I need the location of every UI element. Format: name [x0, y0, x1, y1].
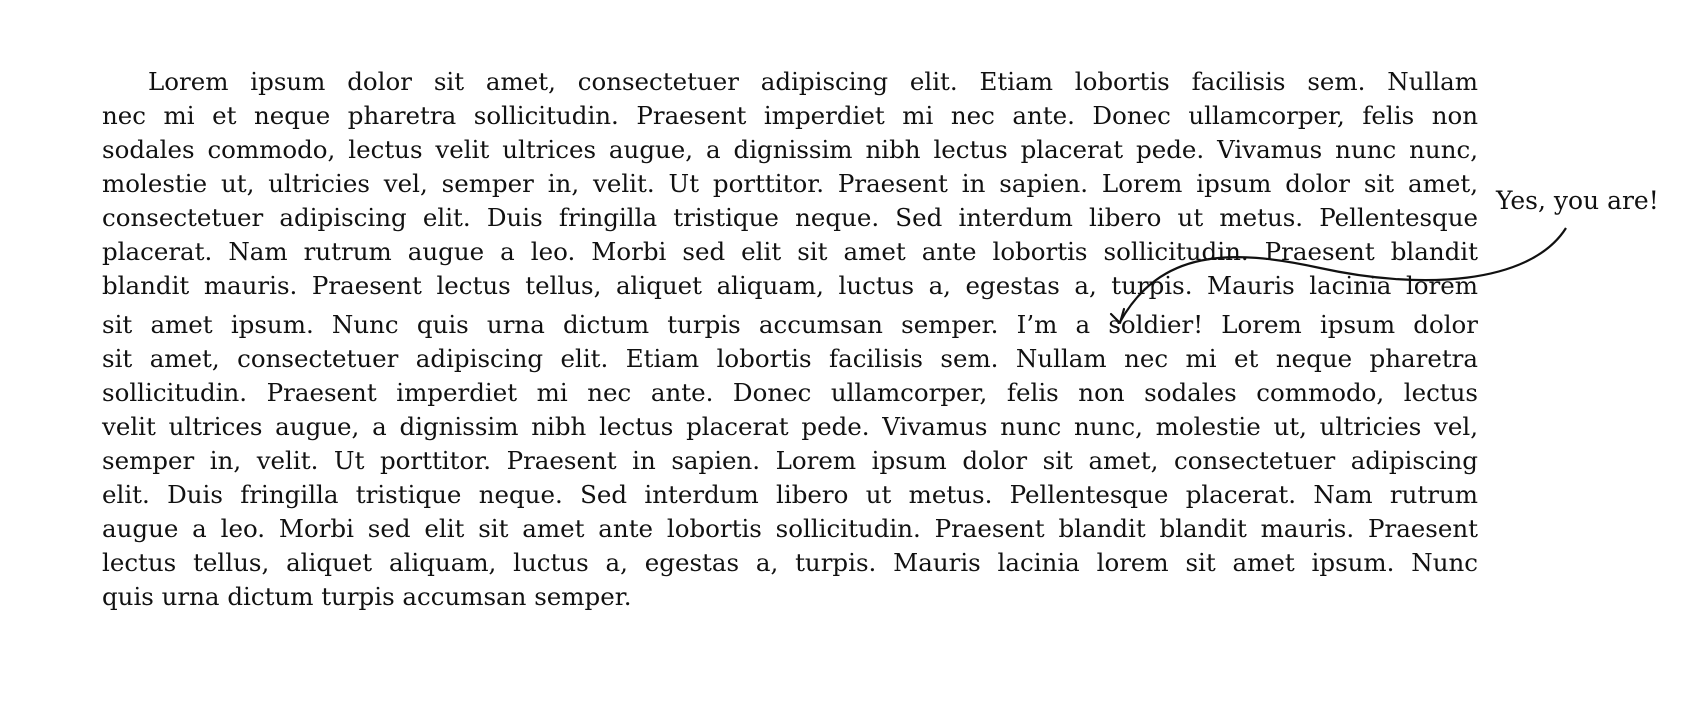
paragraph-line-8: sit amet ipsum. Nunc quis urna dictum turpis accumsan semper. I’m a soldier! Lorem ipsum dolor — [102, 310, 1478, 339]
paragraph-line-15: lectus tellus, aliquet aliquam, luctus a, egestas a, turpis. Mauris lacinia lorem sit amet ipsum. Nunc — [102, 548, 1478, 577]
paragraph-line-5: consectetuer adipiscing elit. Duis fringilla tristique neque. Sed interdum libero ut metus. Pellentesque — [102, 203, 1478, 232]
paragraph-line-10: sollicitudin. Praesent imperdiet mi nec ante. Donec ullamcorper, felis non sodales commodo, lectus — [102, 378, 1478, 407]
paragraph-line-13: elit. Duis fringilla tristique neque. Sed interdum libero ut metus. Pellentesque placerat. Nam rutrum — [102, 480, 1478, 509]
paragraph-line-2: nec mi et neque pharetra sollicitudin. Praesent imperdiet mi nec ante. Donec ullamcorper, felis non — [102, 101, 1478, 130]
paragraph-line-4: molestie ut, ultricies vel, semper in, velit. Ut porttitor. Praesent in sapien. Lorem ipsum dolor sit amet, — [102, 169, 1478, 198]
paragraph-line-11: velit ultrices augue, a dignissim nibh lectus placerat pede. Vivamus nunc nunc, molestie ut, ultricies vel, — [102, 412, 1478, 441]
paragraph-line-14: augue a leo. Morbi sed elit sit amet ante lobortis sollicitudin. Praesent blandit blandit mauris. Praesent — [102, 514, 1478, 543]
paragraph-line-7: blandit mauris. Praesent lectus tellus, aliquet aliquam, luctus a, egestas a, turpis. Mauris lacinia lorem — [102, 271, 1478, 300]
paragraph-line-6: placerat. Nam rutrum augue a leo. Morbi sed elit sit amet ante lobortis sollicitudin. Praesent blandit — [102, 237, 1478, 266]
paragraph-line-12: semper in, velit. Ut porttitor. Praesent in sapien. Lorem ipsum dolor sit amet, consectetuer adipiscing — [102, 446, 1478, 475]
paragraph-line-3: sodales commodo, lectus velit ultrices augue, a dignissim nibh lectus placerat pede. Vivamus nunc nunc, — [102, 135, 1478, 164]
paragraph-line-9: sit amet, consectetuer adipiscing elit. Etiam lobortis facilisis sem. Nullam nec mi et neque pharetra — [102, 344, 1478, 373]
paragraph-line-1: Lorem ipsum dolor sit amet, consectetuer adipiscing elit. Etiam lobortis facilisis sem. Nullam — [148, 67, 1478, 96]
margin-note: Yes, you are! — [1496, 186, 1659, 215]
paragraph-line-16: quis urna dictum turpis accumsan semper. — [102, 582, 632, 611]
